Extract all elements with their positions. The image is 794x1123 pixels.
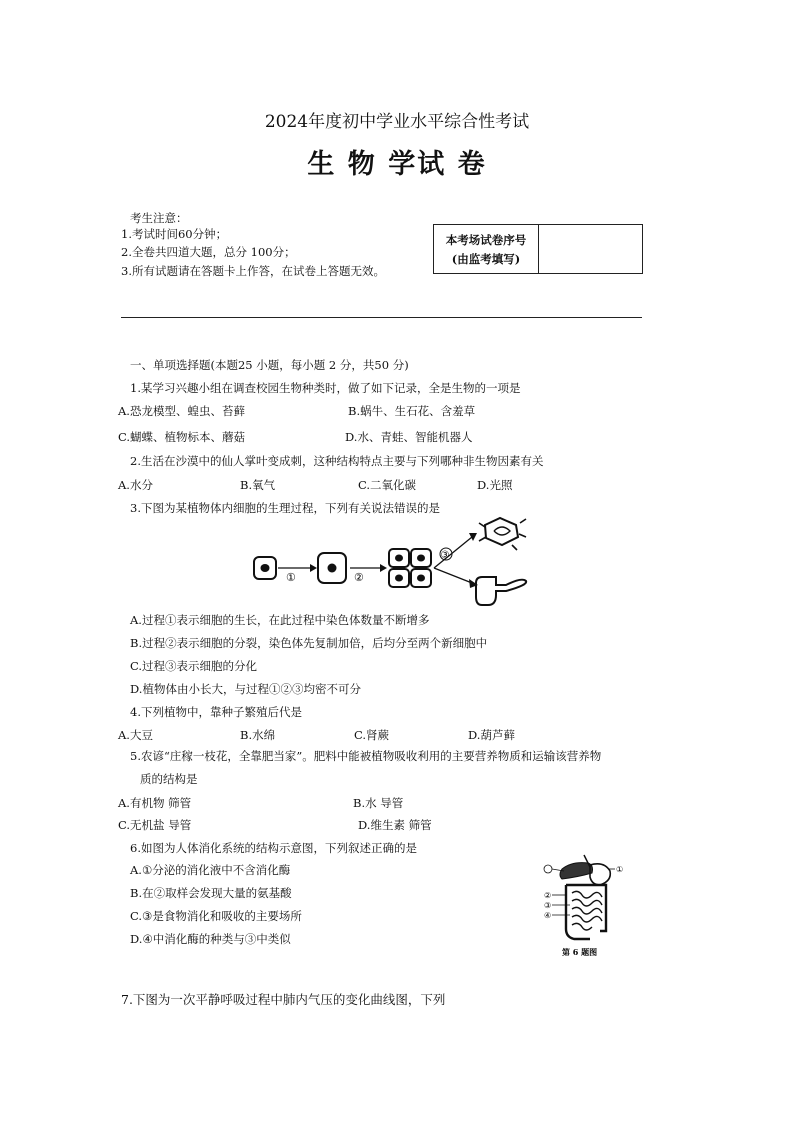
digestive-label-1: ①	[616, 865, 624, 874]
q2-option-a: A.水分	[118, 478, 153, 492]
digestive-label-3: ③	[544, 901, 552, 910]
q4-option-b: B.水绵	[240, 728, 276, 742]
subject-title: 生 物 学试 卷	[307, 149, 487, 180]
q2-stem: 2.生活在沙漠中的仙人掌叶变成刺，这种结构特点主要与下列哪种非生物因素有关	[130, 454, 544, 468]
q4-option-d: D.葫芦藓	[468, 728, 515, 742]
q5-stem-line1: 5.农谚“庄稼一枝花，全靠肥当家”。肥料中能被植物吸收利用的主要营养物质和运输该营养物	[130, 749, 602, 763]
q1-option-d: D.水、青蛙、智能机器人	[345, 430, 473, 444]
q1-option-a: A.恐龙模型、蝗虫、苔藓	[118, 404, 245, 418]
q5-option-d: D.维生素 筛管	[358, 818, 432, 832]
digestive-system-figure	[540, 855, 632, 960]
q7-stem: 7.下图为一次平静呼吸过程中肺内气压的变化曲线图，下列	[121, 992, 446, 1007]
q3-option-b: B.过程②表示细胞的分裂，染色体先复制加倍，后均分至两个新细胞中	[130, 636, 488, 650]
q1-option-c: C.蝴蝶、植物标本、蘑菇	[118, 430, 246, 444]
notice-item-1: 1.考试时间60分钟；	[121, 227, 228, 241]
q6-option-d: D.④中消化酶的种类与③中类似	[130, 932, 291, 946]
seat-number-label-cell	[434, 225, 539, 273]
q5-option-b: B.水 导管	[353, 796, 404, 810]
q4-option-a: A.大豆	[118, 728, 153, 742]
q6-stem: 6.如图为人体消化系统的结构示意图，下列叙述正确的是	[130, 841, 417, 855]
q5-option-c: C.无机盐 导管	[118, 818, 192, 832]
q3-option-a: A.过程①表示细胞的生长，在此过程中染色体数量不断增多	[130, 613, 430, 627]
cell-process-figure	[250, 515, 530, 605]
notice-item-2: 2.全卷共四道大题，总分 100分；	[121, 245, 296, 259]
q5-option-a: A.有机物 筛管	[118, 796, 192, 810]
digestive-label-4: ④	[544, 911, 552, 920]
q6-option-b: B.在②取样会发现大量的氨基酸	[130, 886, 292, 900]
q3-option-d: D.植物体由小长大，与过程①②③均密不可分	[130, 682, 361, 696]
section1-heading: 一、单项选择题(本题25 小题，每小题 2 分，共50 分)	[130, 358, 409, 372]
q6-option-c: C.③是食物消化和吸收的主要场所	[130, 909, 302, 923]
q2-option-d: D.光照	[477, 478, 513, 492]
q4-option-c: C.肾蕨	[354, 728, 390, 742]
seat-number-value-cell[interactable]	[539, 225, 642, 273]
q2-option-c: C.二氧化碳	[358, 478, 417, 492]
q3-stem: 3.下图为某植物体内细胞的生理过程，下列有关说法错误的是	[130, 501, 440, 515]
seat-number-box	[433, 224, 643, 274]
q6-option-a: A.①分泌的消化液中不含消化酶	[130, 863, 291, 877]
process-label-3: ③	[440, 550, 450, 561]
header-divider	[121, 317, 642, 318]
exam-title: 2024年度初中学业水平综合性考试	[264, 112, 530, 132]
digestive-label-2: ②	[544, 891, 552, 900]
q3-option-c: C.过程③表示细胞的分化	[130, 659, 258, 673]
process-label-1: ①	[286, 571, 296, 584]
seat-number-label-line1: 本考场试卷序号	[445, 233, 527, 247]
digestive-figure-caption: 第 6 题图	[562, 947, 598, 957]
q4-stem: 4.下列植物中，靠种子繁殖后代是	[130, 705, 302, 719]
seat-number-label-line2: (由监考填写)	[451, 252, 521, 266]
q2-option-b: B.氧气	[240, 478, 276, 492]
q5-stem-line2: 质的结构是	[140, 772, 198, 786]
process-label-2: ②	[354, 571, 364, 584]
q1-stem: 1.某学习兴趣小组在调查校园生物种类时，做了如下记录，全是生物的一项是	[130, 381, 521, 395]
notice-item-3: 3.所有试题请在答题卡上作答，在试卷上答题无效。	[121, 264, 385, 278]
notice-heading: 考生注意：	[130, 211, 188, 225]
q1-option-b: B.蜗牛、生石花、含羞草	[348, 404, 476, 418]
